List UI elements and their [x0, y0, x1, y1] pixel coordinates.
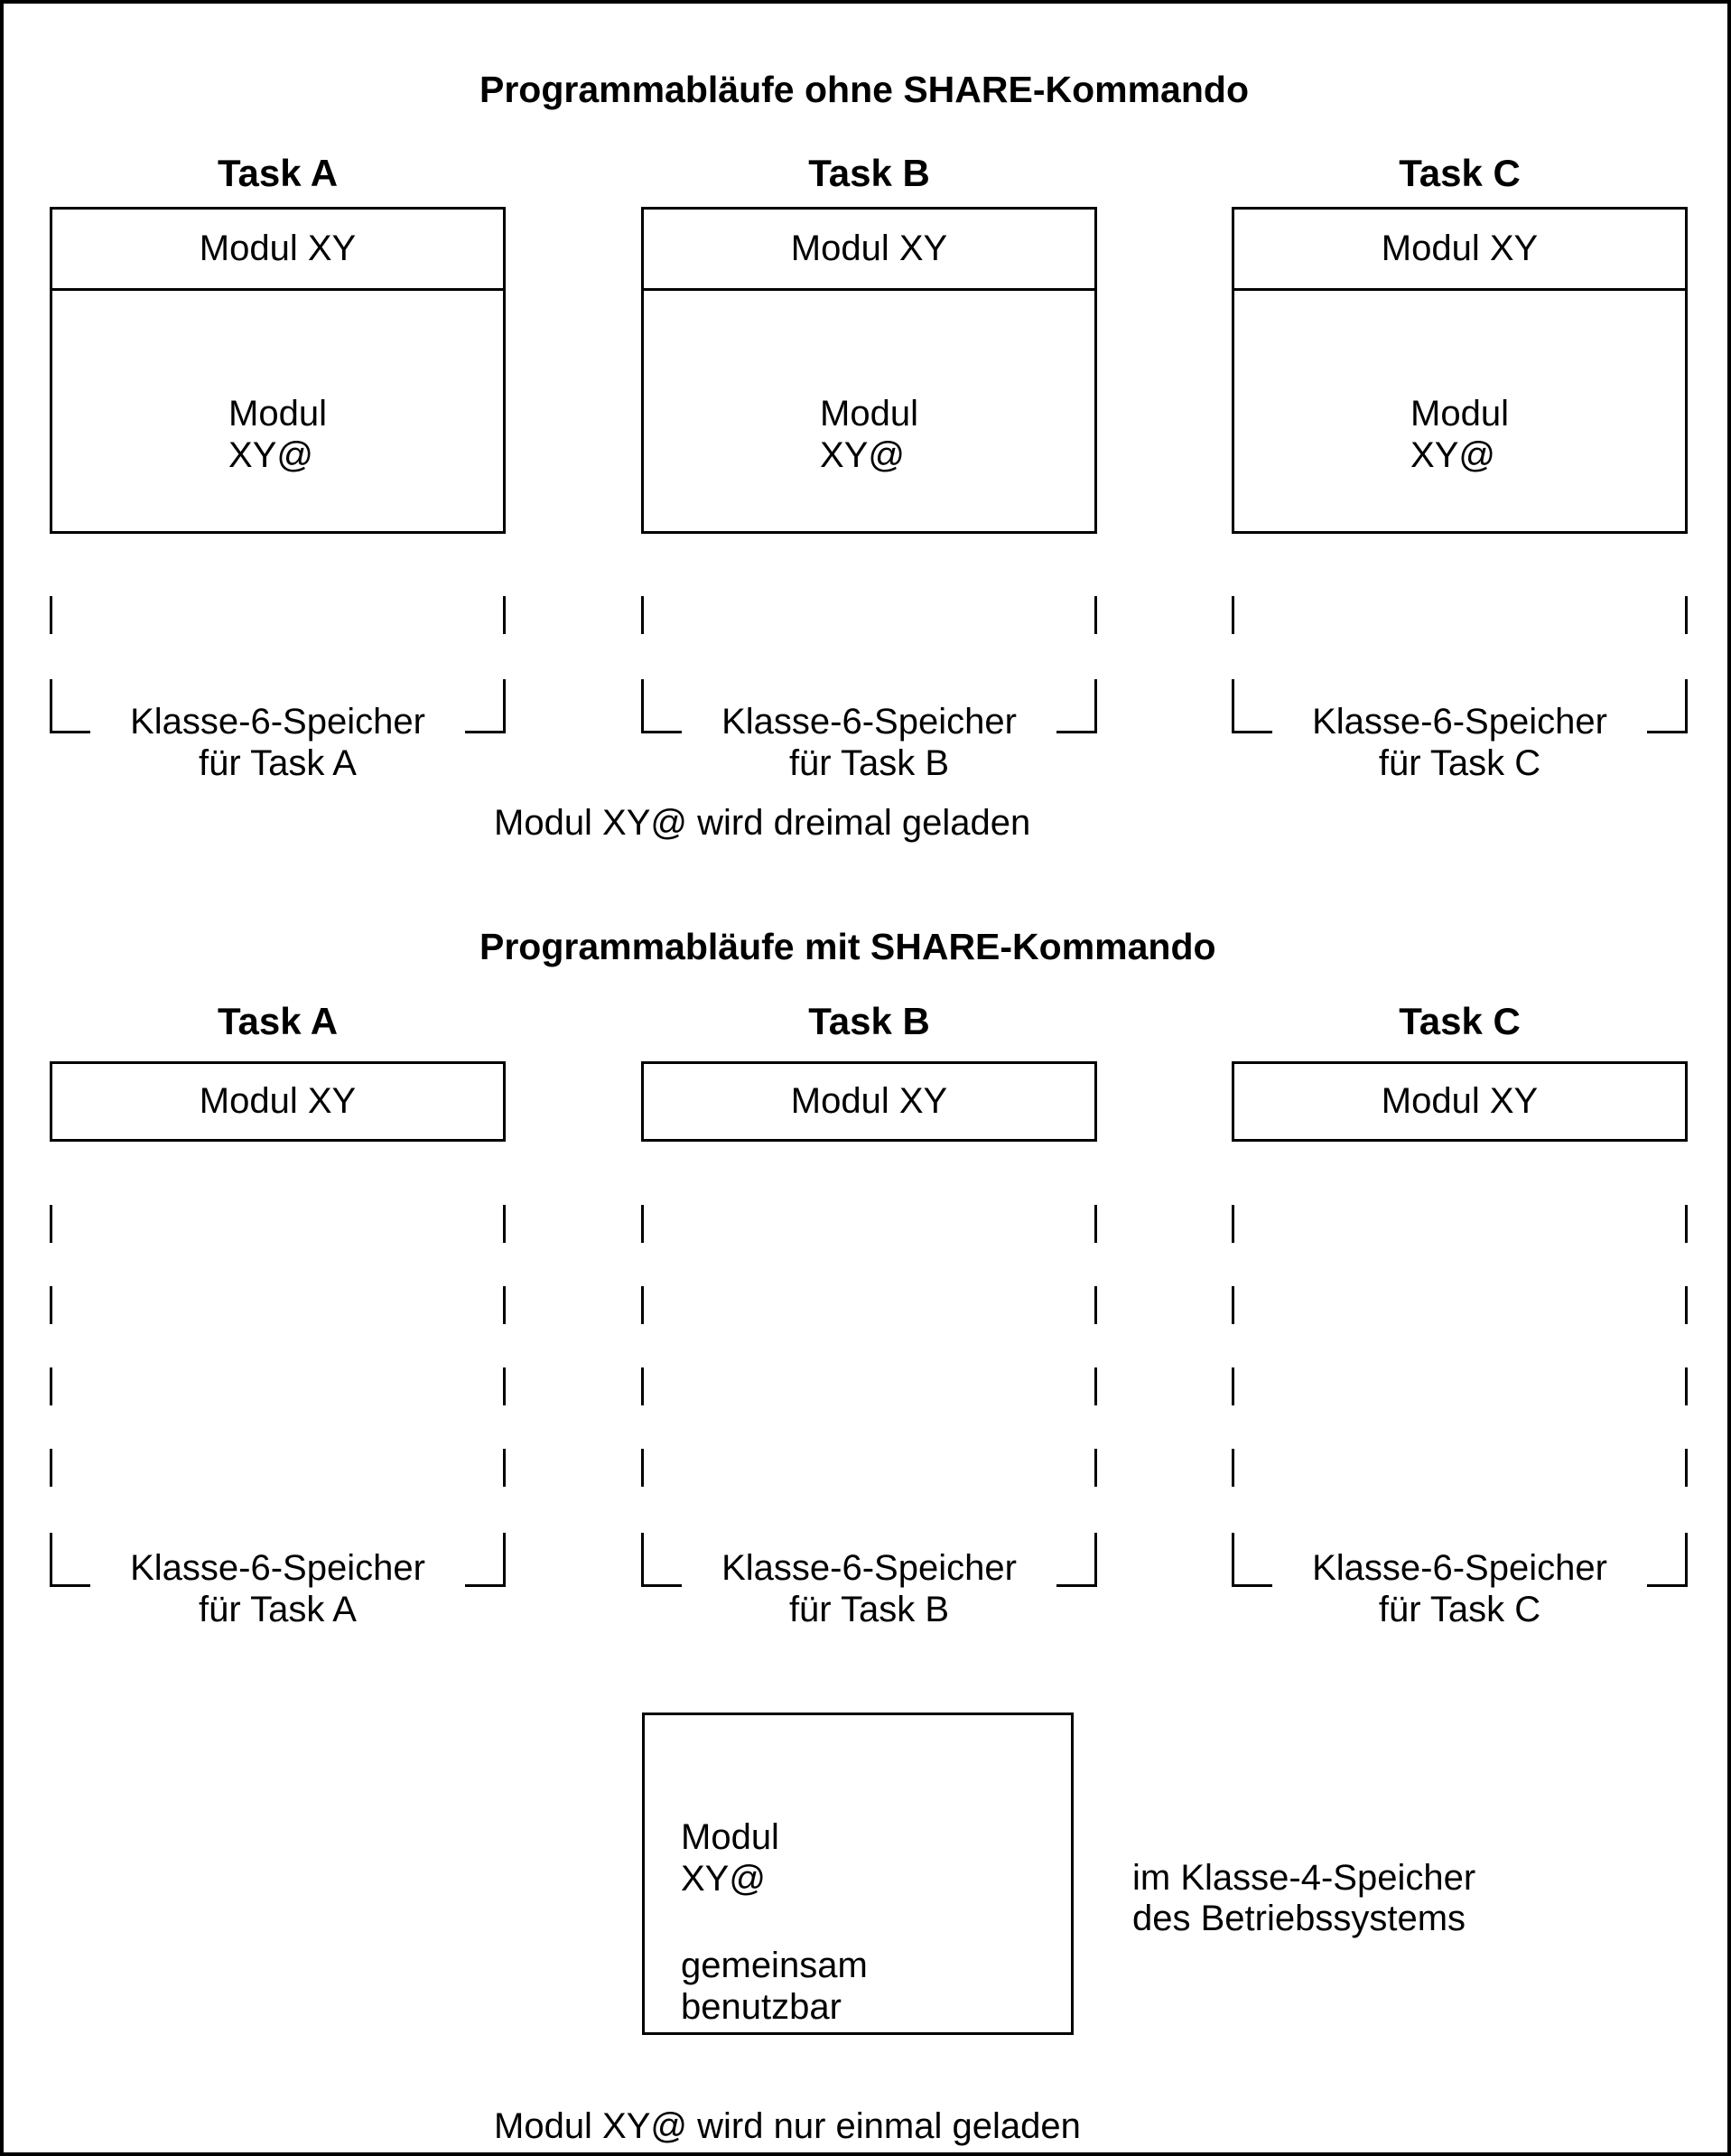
task-c-heading-s1: Task C	[1399, 152, 1521, 194]
memory-dash-left-a-s2	[50, 1205, 52, 1487]
task-a-heading-s2: Task A	[217, 1000, 339, 1042]
modul-xy-at-area	[1234, 291, 1685, 531]
section-title-with-share: Programmabläufe mit SHARE-Kommando	[479, 926, 1216, 967]
shared-module-line3: gemeinsam	[681, 1946, 868, 1985]
storage-label-line2: für Task B	[788, 743, 950, 783]
memory-dash-right-a-s1	[503, 596, 506, 634]
modul-xy-label: Modul XY	[1234, 210, 1685, 291]
modul-xy-at-line1: Modul	[228, 394, 327, 434]
klasse-4-note	[1132, 1858, 1475, 1939]
shared-module-line4: benutzbar	[681, 1987, 842, 2027]
task-c-module-box-s2: Modul XY	[1232, 1061, 1688, 1142]
shared-module-note	[681, 1945, 868, 2028]
klasse-4-note-line2: des Betriebssystems	[1132, 1899, 1466, 1938]
memory-dash-left-c-s2	[1232, 1205, 1234, 1487]
memory-dash-left-b-s2	[641, 1205, 644, 1487]
task-c-heading-s2: Task C	[1399, 1000, 1521, 1042]
shared-module-name	[681, 1816, 779, 1899]
modul-xy-at-line1: Modul	[1410, 394, 1509, 434]
klasse-6-speicher-label-b-s1	[641, 701, 1097, 784]
storage-label-line1: Klasse-6-Speicher	[130, 702, 425, 742]
shared-module-line1: Modul	[681, 1817, 779, 1857]
storage-label-line2: für Task C	[1378, 743, 1541, 783]
storage-label-line2: für Task C	[1378, 1590, 1541, 1629]
storage-label-line1: Klasse-6-Speicher	[1312, 702, 1607, 742]
klasse-6-speicher-label-b-s2	[641, 1547, 1097, 1630]
task-b-module-box-s1	[641, 207, 1097, 534]
storage-label-line1: Klasse-6-Speicher	[1312, 1548, 1607, 1588]
task-a-module-box-s2: Modul XY	[50, 1061, 506, 1142]
memory-dash-right-b-s1	[1094, 596, 1097, 634]
task-a-module-box-s1	[50, 207, 506, 534]
section-title-without-share: Programmabläufe ohne SHARE-Kommando	[479, 69, 1249, 110]
modul-xy-label: Modul XY	[52, 210, 503, 291]
memory-dash-left-b-s1	[641, 596, 644, 634]
task-c-module-box-s1	[1232, 207, 1688, 534]
storage-label-line1: Klasse-6-Speicher	[721, 1548, 1017, 1588]
klasse-4-note-line1: im Klasse-4-Speicher	[1132, 1858, 1476, 1898]
storage-label-line2: für Task A	[199, 1590, 357, 1629]
modul-xy-at-line1: Modul	[820, 394, 918, 434]
storage-label-line2: für Task B	[788, 1590, 950, 1629]
modul-xy-label: Modul XY	[644, 210, 1094, 291]
caption-loaded-three-times: Modul XY@ wird dreimal geladen	[494, 803, 1031, 843]
task-b-module-box-s2: Modul XY	[641, 1061, 1097, 1142]
klasse-6-speicher-label-c-s1	[1232, 701, 1688, 784]
modul-xy-at-line2: XY@	[1410, 435, 1495, 475]
memory-dash-right-c-s1	[1685, 596, 1688, 634]
klasse-6-speicher-label-a-s2	[50, 1547, 506, 1630]
caption-loaded-once: Modul XY@ wird nur einmal geladen	[494, 2106, 1081, 2146]
memory-dash-left-c-s1	[1232, 596, 1234, 634]
task-b-heading-s2: Task B	[808, 1000, 930, 1042]
memory-dash-right-a-s2	[503, 1205, 506, 1487]
memory-dash-left-a-s1	[50, 596, 52, 634]
task-a-heading-s1: Task A	[217, 152, 339, 194]
klasse-6-speicher-label-a-s1	[50, 701, 506, 784]
modul-xy-at-line2: XY@	[820, 435, 905, 475]
modul-xy-at-area	[644, 291, 1094, 531]
shared-module-line2: XY@	[681, 1859, 766, 1899]
task-b-heading-s1: Task B	[808, 152, 930, 194]
modul-xy-at-area	[52, 291, 503, 531]
storage-label-line1: Klasse-6-Speicher	[721, 702, 1017, 742]
storage-label-line1: Klasse-6-Speicher	[130, 1548, 425, 1588]
modul-xy-at-line2: XY@	[228, 435, 313, 475]
storage-label-line2: für Task A	[199, 743, 357, 783]
memory-dash-right-b-s2	[1094, 1205, 1097, 1487]
klasse-6-speicher-label-c-s2	[1232, 1547, 1688, 1630]
memory-dash-right-c-s2	[1685, 1205, 1688, 1487]
